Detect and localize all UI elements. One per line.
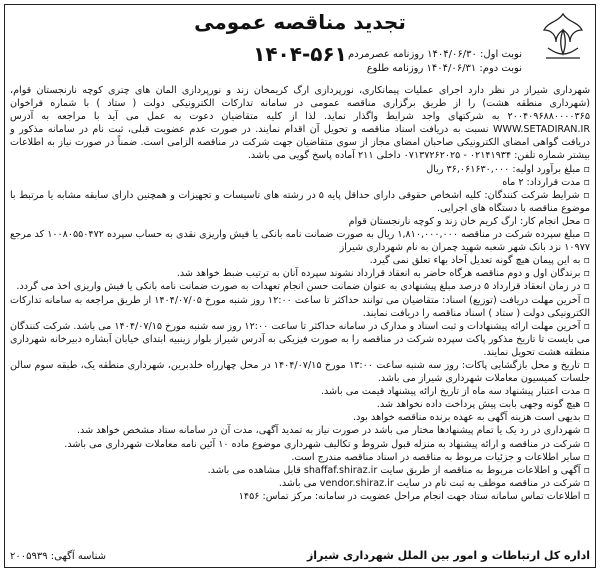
notice-item: ▫ مدت قرارداد: ۲ ماه [10,176,590,189]
notice-item: ▫ اطلاعات تماس سامانه ستاد جهت انجام مراحل عضویت در سامانه: مرکز تماس: ۱۴۵۶ [10,490,590,503]
notice-item: ▫ شهرداری در رد یک یا تمام پیشنهادها مختار می باشد در صورت نیاز به تمدید آگهی، مدت آن در سامانه ستاد مشخص خواهد شد. [10,424,590,437]
signature-line: اداره کل ارتباطات و امور بین الملل شهرداری شیراز [306,549,590,562]
notice-item: ▫ در زمان انعقاد قرارداد ۵ درصد مبلغ پیشنهادی به عنوان ضمانت حسن انجام تعهدات به صورت ضمانت نامه بانکی یا فیش واریزی اخذ می گردد. [10,280,590,293]
ad-id: شناسه آگهی: ۲۰۰۵۹۳۹ [10,551,107,562]
notice-item: ▫ بدیهی است هزینه آگهی به عهده برنده مناقصه خواهد بود. [10,411,590,424]
notice-item: ▫ شرایط شرکت کنندگان: کلیه اشخاص حقوقی دارای حداقل پایه ۵ در رشته های تاسیسات و تجهیزات و همچنین دارای سابقه مشابه یا مرتبط با موضوع مناقصه با دستگاه های اجرایی. [10,189,590,215]
notice-footer [10,534,590,564]
notice-item: ▫ سایر اطلاعات و جزئیات مربوط به مناقصه در اسناد مناقصه مندرج است. [10,451,590,464]
notice-item: ▫ مدت اعتبار پیشنهاد سه ماه از تاریخ ارائه پیشنهاد قیمت می باشد. [10,385,590,398]
publish-second: نوبت دوم: ۱۴۰۴/۰۶/۳۱ روزنامه طلوع [366,63,522,74]
notice-item: ▫ شرکت در مناقصه و ارائه پیشنهاد به منزله قبول شروط و تکالیف شهرداری موضوع ماده ۱۰ آئین نامه معاملات شهرداری می باشد. [10,438,590,451]
publish-first: نوبت اول: ۱۴۰۴/۰۶/۳۰ روزنامه عصرمردم [348,49,522,60]
notice-item: ▫ محل انجام کار: ارگ کریم خان زند و کوچه نارنجستان قوام [10,215,590,228]
notice-title: تجدید مناقصه عمومی [194,10,406,34]
notice-item: ▫ مبلغ برآورد اولیه: ۳۶,۰۶۱۶۳۰,۰۰۰ ریال [10,163,590,176]
notice-item: ▫ شرکت در مناقصه موظف به ثبت نام در سایت vendor.shiraz.ir می باشد. [10,477,590,490]
notice-header [8,8,592,78]
notice-item: ▫ تاریخ و محل بازگشایی پاکات: روز سه شنبه ساعت ۱۳:۰۰ مورخ ۱۴۰۴/۰۷/۱۵ در محل چهارراه خلدبرین، شهرداری منطقه یک، طبقه سوم سالن جلسات کمیسیون معاملات شهرداری شیراز می باشد. [10,359,590,385]
notice-item: ▫ آخرین مهلت ارائه پیشنهادات و ثبت اسناد و مدارک در سامانه حداکثر تا ساعت ۱۲:۰۰ روز سه شنبه مورخ ۱۴۰۴/۰۷/۱۵ می باشد. شرکت کنندگان می بایست تا تاریخ مذکور پاکت سپرده شرکت در مناقصه را به صورت فیزیکی به آدرس شیراز بلوار زینبیه ابتدای خیابان آبشاره دبیرخانه شهرداری منطقه هشت تحویل نمایند. [10,320,590,359]
notice-item: ▫ هیچ گونه وجهی بابت پیش پرداخت داده نخواهد شد. [10,398,590,411]
notice-item: ▫ به این پیمان هیچ گونه تعدیل آحاد بهاء تعلق نمی گیرد. [10,254,590,267]
notice-item: ▫ برندگان اول و دوم مناقصه هرگاه حاضر به انعقاد قرارداد نشوند سپرده آنان به ترتیب ضبط خواهد شد. [10,267,590,280]
notice-body [10,84,590,503]
notice-number: ۱۴۰۴-۵۶۱ [253,42,347,66]
notice-item: ▫ مبلغ سپرده شرکت در مناقصه ۱,۸۱۰,۰۰۰,۰۰۰ ریال به صورت ضمانت نامه بانکی یا فیش واریزی نقدی به حساب سپرده ۱۰۰۸۰۵۵۰۴۷۲ کد مرجع ۱۰۹۷۷ نزد بانک شهر شعبه شهید چمران به نام شهرداری شیراز [10,228,590,254]
notice-item: ▫ آخرین مهلت دریافت (توزیع) اسناد: متقاضیان می توانند حداکثر تا ساعت ۱۲:۰۰ روز شنبه مورخ ۱۴۰۴/۰۷/۰۵ از طریق مراجعه به سامانه تدارکات الکترونیکی دولت ( ستاد ) اسناد مناقصه را دریافت نمایند. [10,294,590,320]
intro-paragraph: شهرداری شیراز در نظر دارد اجرای عملیات پیمانکاری، نورپردازی ارگ کریمخان زند و نورپردازی المان های چتری کوچه نارنجستان قوام، (شهرداری منطقه هشت) را از طریق برگزاری مناقصه عمومی در سامانه تدارکات الکترونیکی دولت ( ستاد ) با شماره فراخوان ۲۰۰۴۰۹۶۸۸۰۰۰۰۳۶۵ به شرکتهای واجد شرایط واگذار نماید. لذا از کلیه متقاضیان دعوت به عمل می آید با مراجعه به آدرس WWW.SETADIRAN.IR نسبت به دریافت اسناد مناقصه و تحویل آن اقدام نمایند. در صورت عدم عضویت قبلی، ثبت نام در سامانه مذکور و دریافت گواهی امضای الکترونیکی صاحبان امضای مجاز از سوی متقاضیان جهت شرکت در مناقصه الزامی است. ضمناً در صورت نیاز به اطلاعات بیشتر شماره تلفن: ۰۲۱۴۱۹۳۴ - ۰۷۱۳۷۲۶۲۰۲۵ داخلی ۲۱۱ آماده پاسخ گویی می باشد. [10,85,590,162]
notice-item: ▫ آگهی و اطلاعات مربوط به مناقصه از طریق سایت shaffaf.shiraz.ir قابل مشاهده می باشد. [10,464,590,477]
publish-schedule [348,48,522,76]
